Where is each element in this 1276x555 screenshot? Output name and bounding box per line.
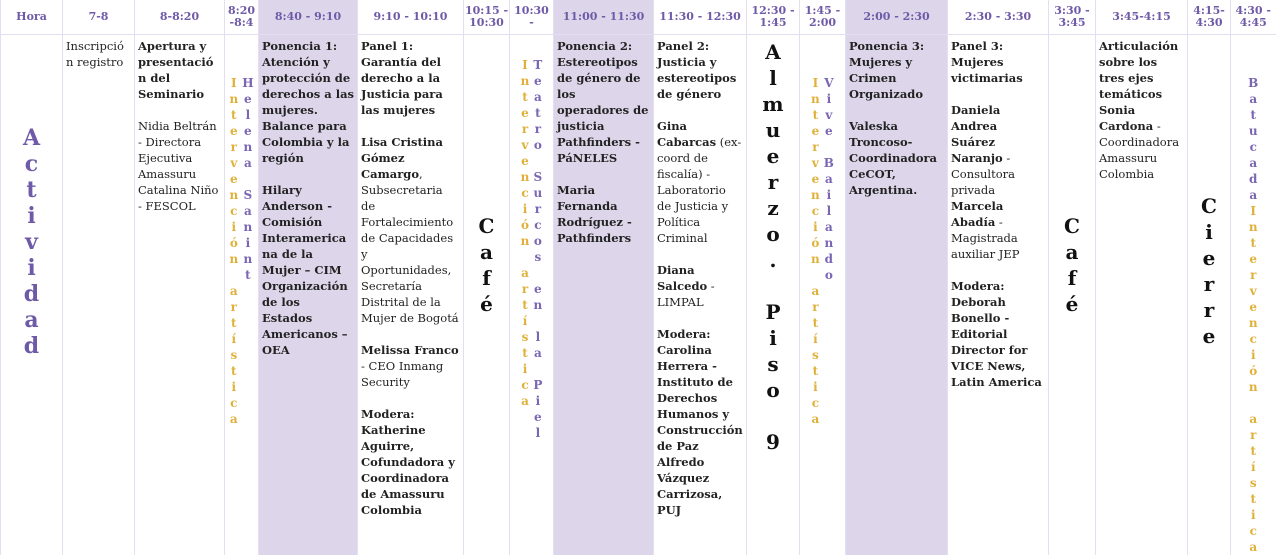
vertical-letter: r bbox=[522, 121, 528, 137]
vertical-letter: I bbox=[231, 75, 237, 91]
cierre-label bbox=[1201, 193, 1217, 349]
vertical-letter: a bbox=[480, 239, 493, 265]
panel1-speaker-name: Melissa Franco bbox=[361, 343, 459, 357]
cell-intervencion-vive bbox=[800, 35, 846, 555]
ponencia3-title: Ponencia 3: Mujeres y Crimen Organizado bbox=[849, 38, 944, 102]
ponencia1-body: Hilary Anderson - Comisión Interamericana de la Mujer – CIM Organización de los Estados Americanos – OEA bbox=[262, 182, 354, 358]
vertical-letter: n bbox=[1249, 379, 1258, 395]
vertical-letter: e bbox=[1203, 323, 1216, 349]
vertical-letter: v bbox=[1250, 283, 1257, 299]
vertical-letter: o bbox=[534, 233, 542, 249]
intervencion-label bbox=[229, 75, 238, 427]
vertical-letter: n bbox=[521, 73, 530, 89]
vertical-letter: i bbox=[1251, 507, 1256, 523]
ponencia3-body: Valeska Troncoso- Coordinadora CeCOT, Argentina. bbox=[849, 118, 944, 198]
vertical-letter: r bbox=[1250, 267, 1256, 283]
cell-panel-2 bbox=[654, 35, 747, 555]
vive-bailando-label bbox=[824, 75, 834, 427]
vertical-letter: C bbox=[1201, 193, 1217, 219]
cell-panel-3 bbox=[948, 35, 1049, 555]
panel2-speaker-role: (ex-coord de fiscalía) - Laboratorio de Justicia y Política Criminal bbox=[657, 135, 741, 245]
vertical-letter: i bbox=[246, 235, 251, 251]
cell-articulacion bbox=[1096, 35, 1188, 555]
vertical-letter: l bbox=[246, 107, 251, 123]
panel2-speaker-name: Diana Salcedo bbox=[657, 263, 707, 293]
vertical-letter: e bbox=[244, 91, 252, 107]
vertical-letter: V bbox=[824, 75, 833, 91]
vertical-letter: B bbox=[824, 155, 834, 171]
vertical-letter: n bbox=[811, 187, 820, 203]
vertical-letter: t bbox=[522, 345, 528, 361]
vertical-letter: n bbox=[1249, 315, 1258, 331]
vertical-letter: t bbox=[1250, 235, 1256, 251]
vertical-letter bbox=[536, 313, 540, 329]
vertical-letter: e bbox=[230, 171, 238, 187]
vertical-letter: t bbox=[1250, 491, 1256, 507]
vertical-letter: e bbox=[534, 281, 542, 297]
vertical-letter: a bbox=[1249, 155, 1257, 171]
vertical-letter: a bbox=[1249, 411, 1257, 427]
cell-almuerzo bbox=[747, 35, 800, 555]
vertical-letter: i bbox=[813, 219, 818, 235]
apertura-title: Apertura y presentación del Seminario bbox=[138, 38, 221, 102]
header-slot: 12:30 - 1:45 bbox=[747, 0, 800, 35]
vertical-letter: i bbox=[1251, 347, 1256, 363]
vertical-letter: i bbox=[232, 219, 237, 235]
vertical-letter: t bbox=[813, 363, 819, 379]
panel2-speaker-role: - LIMPAL bbox=[657, 279, 715, 309]
vertical-letter: o bbox=[766, 221, 779, 247]
vertical-letter: s bbox=[1250, 475, 1257, 491]
batucada-label bbox=[1248, 75, 1258, 203]
vertical-letter bbox=[827, 139, 831, 155]
vertical-letter: m bbox=[762, 91, 783, 117]
vertical-letter: s bbox=[812, 347, 819, 363]
cell-panel-1 bbox=[358, 35, 464, 555]
vertical-letter: A bbox=[765, 39, 781, 65]
intervencion-label bbox=[1249, 203, 1258, 555]
header-slot: 7-8 bbox=[63, 0, 135, 35]
vertical-letter: r bbox=[522, 281, 528, 297]
vertical-letter: t bbox=[231, 363, 237, 379]
vertical-letter: a bbox=[1066, 239, 1079, 265]
cell-intervencion-batucada bbox=[1231, 35, 1276, 555]
vertical-letter: a bbox=[1249, 91, 1257, 107]
vertical-letter: c bbox=[1250, 523, 1257, 539]
cell-ponencia-2 bbox=[554, 35, 654, 555]
vertical-letter: o bbox=[825, 267, 833, 283]
vertical-letter: I bbox=[522, 57, 528, 73]
vertical-letter: d bbox=[1249, 171, 1257, 187]
vertical-letter: d bbox=[825, 251, 833, 267]
vertical-letter: t bbox=[522, 297, 528, 313]
vertical-letter bbox=[246, 171, 250, 187]
panel1-title: Panel 1: Garantía del derecho a la Justicia para las mujeres bbox=[361, 38, 460, 118]
vertical-letter: H bbox=[242, 75, 253, 91]
panel1-speaker-role: - CEO Inmang Security bbox=[361, 359, 443, 389]
vertical-letter: z bbox=[767, 195, 778, 221]
vertical-letter: a bbox=[825, 171, 833, 187]
vertical-letter bbox=[523, 249, 527, 265]
panel3-title: Panel 3: Mujeres victimarias bbox=[951, 38, 1045, 86]
cell-apertura bbox=[135, 35, 225, 555]
vertical-letter: t bbox=[813, 315, 819, 331]
header-slot: 11:00 - 11:30 bbox=[554, 0, 654, 35]
vertical-letter: i bbox=[523, 361, 528, 377]
vertical-letter: n bbox=[811, 251, 820, 267]
vertical-letter: n bbox=[243, 139, 252, 155]
vertical-letter: f bbox=[1068, 265, 1077, 291]
header-slot: 8-8:20 bbox=[135, 0, 225, 35]
vertical-letter: t bbox=[231, 315, 237, 331]
vertical-letter: i bbox=[813, 379, 818, 395]
vertical-letter: é bbox=[480, 291, 493, 317]
vertical-letter: i bbox=[536, 393, 541, 409]
vertical-letter: r bbox=[535, 121, 541, 137]
vertical-letter: e bbox=[521, 105, 529, 121]
vertical-letter: a bbox=[1249, 187, 1257, 203]
vertical-letter: t bbox=[26, 177, 36, 203]
panel3-speaker-name: Daniela Andrea Suárez Naranjo bbox=[951, 103, 1003, 165]
vertical-letter: e bbox=[521, 153, 529, 169]
vertical-letter: u bbox=[1249, 123, 1258, 139]
vertical-letter: i bbox=[27, 255, 35, 281]
intervencion-label bbox=[811, 75, 820, 427]
cell-cierre bbox=[1188, 35, 1231, 555]
header-slot: 4:30 - 4:45 bbox=[1231, 0, 1276, 35]
cafe-label bbox=[1064, 213, 1080, 317]
vertical-letter: S bbox=[534, 169, 543, 185]
ponencia1-title: Ponencia 1: Atención y protección de derechos a las mujeres. Balance para Colombia y la región bbox=[262, 38, 354, 166]
cell-cafe-2 bbox=[1049, 35, 1096, 555]
vertical-letter: r bbox=[231, 139, 237, 155]
cell-intervencion-helena bbox=[225, 35, 259, 555]
vertical-letter: n bbox=[229, 91, 238, 107]
header-row bbox=[1, 0, 1276, 35]
vertical-letter: e bbox=[230, 123, 238, 139]
vertical-letter: o bbox=[766, 377, 779, 403]
vertical-letter: é bbox=[1066, 291, 1079, 317]
activity-row bbox=[1, 35, 1276, 555]
panel3-moderator: Modera: Deborah Bonello - Editorial Director for VICE News, Latin America bbox=[951, 278, 1045, 390]
vertical-letter: s bbox=[230, 347, 237, 363]
vertical-letter: f bbox=[482, 265, 491, 291]
vertical-letter: c bbox=[25, 151, 38, 177]
vertical-letter: l bbox=[827, 203, 832, 219]
articulacion-body: - Coordinadora Amassuru Colombia bbox=[1099, 119, 1179, 181]
vertical-letter: c bbox=[812, 203, 819, 219]
vertical-letter: n bbox=[229, 251, 238, 267]
vertical-letter: r bbox=[1204, 297, 1215, 323]
panel1-speaker-role: , Subsecretaria de Fortalecimiento de Capacidades y Oportunidades, Secretaría Distrital de la Mujer de Bogotá bbox=[361, 167, 459, 325]
vertical-letter bbox=[770, 273, 777, 299]
vertical-letter: a bbox=[230, 283, 238, 299]
vertical-letter: e bbox=[812, 123, 820, 139]
vertical-letter: t bbox=[231, 107, 237, 123]
vertical-letter bbox=[536, 265, 540, 281]
vertical-letter: o bbox=[534, 137, 542, 153]
header-slot: 11:30 - 12:30 bbox=[654, 0, 747, 35]
vertical-letter: e bbox=[825, 123, 833, 139]
vertical-letter: r bbox=[812, 139, 818, 155]
vertical-letter: v bbox=[25, 229, 38, 255]
vertical-letter: a bbox=[534, 89, 542, 105]
vertical-letter: c bbox=[812, 395, 819, 411]
vertical-letter: a bbox=[521, 393, 529, 409]
vertical-letter: T bbox=[533, 57, 542, 73]
vertical-letter: n bbox=[521, 233, 530, 249]
panel3-speaker-role: - Magistrada auxiliar JEP bbox=[951, 215, 1020, 261]
vertical-letter: n bbox=[1249, 219, 1258, 235]
vertical-letter: ó bbox=[230, 235, 238, 251]
vertical-letter: a bbox=[812, 411, 820, 427]
vertical-letter: c bbox=[1250, 139, 1257, 155]
header-slot: 3:45-4:15 bbox=[1096, 0, 1188, 35]
vertical-letter: n bbox=[811, 91, 820, 107]
vertical-letter: B bbox=[1248, 75, 1258, 91]
vertical-letter: e bbox=[767, 143, 780, 169]
vertical-letter: a bbox=[24, 307, 38, 333]
vertical-letter: d bbox=[24, 281, 39, 307]
vertical-letter bbox=[536, 153, 540, 169]
vertical-letter: v bbox=[812, 155, 819, 171]
vertical-letter: P bbox=[765, 299, 780, 325]
header-slot: 3:30 - 3:45 bbox=[1049, 0, 1096, 35]
ponencia2-title: Ponencia 2: Estereotipos de género de los operadores de justicia Pathfinders - PáNELES bbox=[557, 38, 650, 166]
vertical-letter: c bbox=[230, 395, 237, 411]
vertical-letter: n bbox=[243, 251, 252, 267]
vertical-letter: n bbox=[243, 219, 252, 235]
vertical-letter bbox=[536, 361, 540, 377]
vertical-letter: r bbox=[812, 299, 818, 315]
vertical-letter: l bbox=[536, 329, 541, 345]
vertical-letter bbox=[232, 267, 236, 283]
vertical-letter: e bbox=[812, 171, 820, 187]
vertical-letter: t bbox=[245, 267, 251, 283]
ponencia2-body: Maria Fernanda Rodríguez - Pathfinders bbox=[557, 182, 650, 246]
panel3-speaker-role: - Consultora privada bbox=[951, 151, 1015, 197]
header-slot: 1:45 - 2:00 bbox=[800, 0, 846, 35]
vertical-letter: d bbox=[24, 333, 39, 359]
vertical-letter: i bbox=[1205, 219, 1213, 245]
vertical-letter: a bbox=[825, 219, 833, 235]
vertical-letter: r bbox=[231, 299, 237, 315]
vertical-letter bbox=[770, 403, 777, 429]
teatro-label bbox=[533, 57, 542, 441]
vertical-letter: e bbox=[244, 123, 252, 139]
vertical-letter: a bbox=[534, 345, 542, 361]
vertical-letter: e bbox=[1249, 251, 1257, 267]
vertical-letter: s bbox=[767, 351, 778, 377]
vertical-letter: ó bbox=[811, 235, 819, 251]
vertical-letter: v bbox=[230, 155, 237, 171]
vertical-letter: í bbox=[523, 313, 528, 329]
vertical-letter: n bbox=[521, 169, 530, 185]
header-slot: 10:15 - 10:30 bbox=[464, 0, 510, 35]
panel2-speaker-name: Gina Cabarcas bbox=[657, 119, 716, 149]
vertical-letter: A bbox=[23, 125, 40, 151]
cafe-label bbox=[479, 213, 495, 317]
header-slot: 2:00 - 2:30 bbox=[846, 0, 948, 35]
panel1-speaker-name: Lisa Cristina Gómez Camargo bbox=[361, 135, 443, 181]
vertical-letter: e bbox=[534, 409, 542, 425]
vertical-letter: v bbox=[521, 137, 528, 153]
vertical-letter: í bbox=[232, 331, 237, 347]
header-slot: 4:15- 4:30 bbox=[1188, 0, 1231, 35]
vertical-letter: 9 bbox=[766, 429, 780, 455]
apertura-body: Nidia Beltrán - Directora Ejecutiva Amassuru Catalina Niño - FESCOL bbox=[138, 118, 221, 214]
header-slot: 8:20 -8:4 bbox=[225, 0, 259, 35]
vertical-letter: a bbox=[521, 265, 529, 281]
vertical-letter: c bbox=[521, 185, 528, 201]
vertical-letter: i bbox=[769, 325, 777, 351]
panel1-moderator: Modera: Katherine Aguirre, Cofundadora y Coordinadora de Amassuru Colombia bbox=[361, 406, 460, 518]
vertical-letter: s bbox=[534, 249, 541, 265]
vertical-letter: t bbox=[813, 107, 819, 123]
vertical-letter: t bbox=[1250, 107, 1256, 123]
row-label-actividad bbox=[1, 35, 63, 555]
vertical-letter: c bbox=[1250, 331, 1257, 347]
vertical-letter: c bbox=[534, 217, 541, 233]
vertical-letter: S bbox=[244, 187, 253, 203]
vertical-letter: í bbox=[1251, 459, 1256, 475]
vertical-letter: r bbox=[1250, 427, 1256, 443]
cell-intervencion-teatro bbox=[510, 35, 554, 555]
cell-ponencia-3 bbox=[846, 35, 948, 555]
vertical-letter: u bbox=[766, 117, 781, 143]
cell-cafe-1 bbox=[464, 35, 510, 555]
header-slot: 10:30 - bbox=[510, 0, 554, 35]
vertical-letter: s bbox=[522, 329, 529, 345]
vertical-letter: i bbox=[523, 201, 528, 217]
vertical-letter: v bbox=[825, 107, 832, 123]
vertical-letter: n bbox=[229, 187, 238, 203]
vertical-letter: c bbox=[230, 203, 237, 219]
vertical-letter: r bbox=[768, 169, 779, 195]
articulacion-title: Articulación sobre los tres ejes temáticos Sonia Cardona bbox=[1099, 39, 1178, 133]
vertical-letter: C bbox=[479, 213, 495, 239]
vertical-letter: i bbox=[827, 187, 832, 203]
header-hora: Hora bbox=[1, 0, 63, 35]
vertical-letter: ó bbox=[1249, 363, 1257, 379]
actividad-label bbox=[23, 125, 40, 359]
cell-ponencia-1 bbox=[259, 35, 358, 555]
vertical-letter: a bbox=[244, 203, 252, 219]
vertical-letter: r bbox=[1204, 271, 1215, 297]
vertical-letter: C bbox=[1064, 213, 1080, 239]
vertical-letter: u bbox=[533, 185, 542, 201]
vertical-letter: n bbox=[533, 297, 542, 313]
vertical-letter: l bbox=[769, 65, 777, 91]
vertical-letter: I bbox=[1250, 203, 1256, 219]
inscripcion-text: Inscripción registro bbox=[63, 35, 134, 70]
almuerzo-label bbox=[762, 39, 783, 455]
vertical-letter: n bbox=[824, 235, 833, 251]
vertical-letter: t bbox=[522, 89, 528, 105]
header-slot: 2:30 - 3:30 bbox=[948, 0, 1049, 35]
vertical-letter: a bbox=[812, 283, 820, 299]
panel2-title: Panel 2: Justicia y estereotipos de género bbox=[657, 38, 743, 102]
panel2-moderator: Modera: Carolina Herrera - Instituto de Derechos Humanos y Construcción de Paz Alfredo Vázquez Carrizosa, PUJ bbox=[657, 326, 743, 518]
header-slot: 9:10 - 10:10 bbox=[358, 0, 464, 35]
vertical-letter: e bbox=[1249, 299, 1257, 315]
vertical-letter: e bbox=[1203, 245, 1216, 271]
vertical-letter: a bbox=[230, 411, 238, 427]
vertical-letter: í bbox=[813, 331, 818, 347]
header-slot: 8:40 - 9:10 bbox=[259, 0, 358, 35]
helena-label bbox=[242, 75, 253, 427]
vertical-letter bbox=[813, 267, 817, 283]
vertical-letter: a bbox=[244, 155, 252, 171]
vertical-letter: a bbox=[1249, 539, 1257, 555]
vertical-letter: r bbox=[535, 201, 541, 217]
vertical-letter: t bbox=[535, 105, 541, 121]
vertical-letter: P bbox=[533, 377, 542, 393]
cell-inscripcion bbox=[63, 35, 135, 555]
panel3-speaker-name: Marcela Abadía bbox=[951, 199, 1003, 229]
vertical-letter bbox=[1251, 395, 1255, 411]
vertical-letter: i bbox=[27, 203, 35, 229]
vertical-letter: e bbox=[534, 73, 542, 89]
vertical-letter: i bbox=[827, 91, 832, 107]
intervencion-label bbox=[521, 57, 530, 441]
vertical-letter: l bbox=[536, 425, 541, 441]
vertical-letter: I bbox=[813, 75, 819, 91]
vertical-letter: c bbox=[521, 377, 528, 393]
vertical-letter: . bbox=[770, 247, 777, 273]
vertical-letter: i bbox=[232, 379, 237, 395]
vertical-letter: t bbox=[1250, 443, 1256, 459]
vertical-letter: ó bbox=[521, 217, 529, 233]
